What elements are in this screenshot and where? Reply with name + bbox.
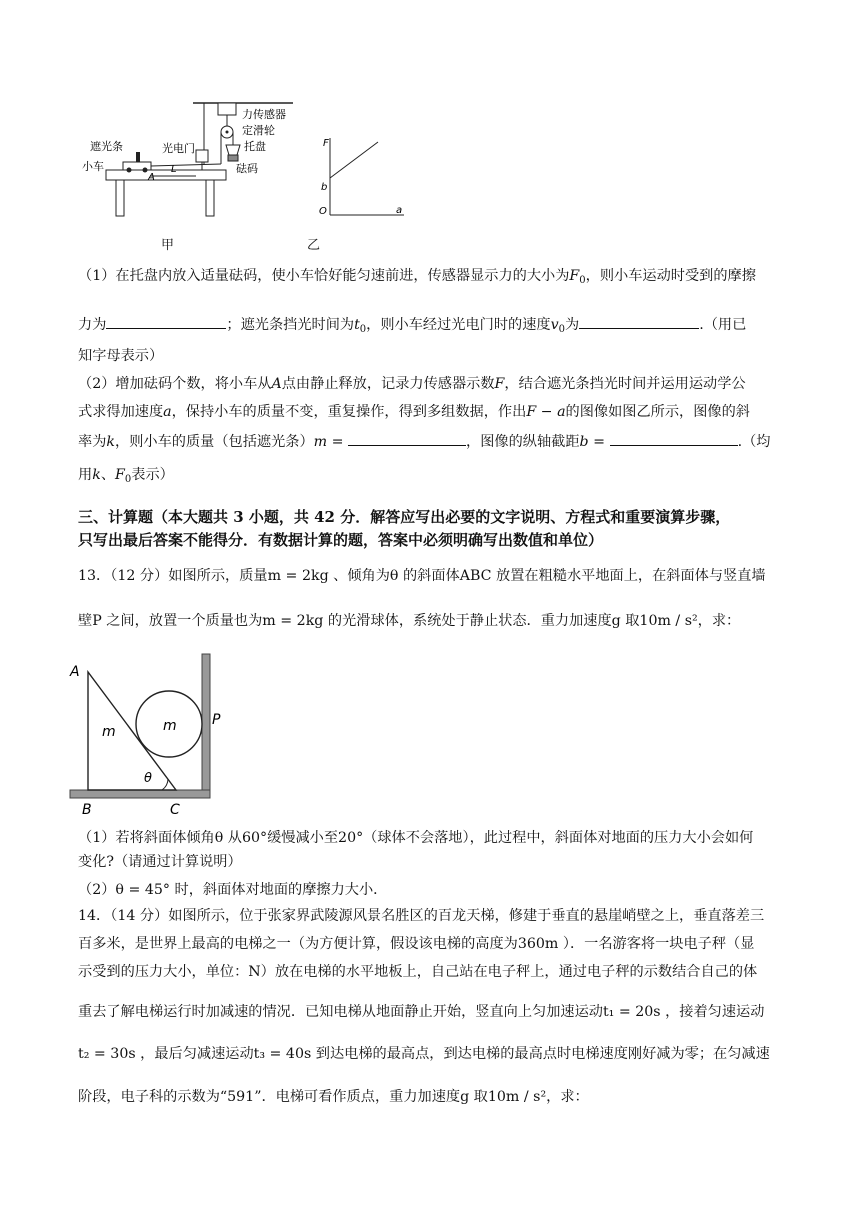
caption-right: 乙 (307, 238, 321, 253)
label-pulley: 定滑轮 (242, 124, 275, 137)
q14-line5: t₂ = 30s ，最后匀减速运动t₃ = 40s 到达电梯的最高点，到达电梯的最高点时电梯速度刚好减为零；在匀减速 (78, 1046, 770, 1062)
fig13-label-theta: θ (144, 771, 152, 786)
label-length: L (171, 164, 177, 175)
q14-line4: 重去了解电梯运行时加减速的情况．已知电梯从地面静止开始，竖直向上匀加速运动t₁ = 20s ，接着匀速运动 (78, 1004, 765, 1020)
label-tray: 托盘 (244, 140, 266, 153)
q14-line2: 百多米，是世界上最高的电梯之一（为方便计算，假设该电梯的高度为360m ）．一名游客将一块电子秤（显 (78, 936, 755, 952)
graph-origin-label: O (319, 206, 327, 217)
label-shade: 遮光条 (90, 140, 123, 153)
section3-heading-line1: 三、计算题（本大题共 3 小题，共 42 分．解答应写出必要的文字说明、方程式和重要演算步骤， (78, 508, 731, 526)
fig13-label-a: A (70, 664, 80, 680)
q12-p1-line2: 力为 ；遮光条挡光时间为$t_0$，则小车经过光电门时的速度$v_0$为 .（用已 (78, 314, 746, 340)
q14-line3: 示受到的压力大小，单位：N）放在电梯的水平地板上，自己站在电子秤上，通过电子秤的示数结合自己的体 (78, 964, 758, 980)
apparatus-figure (78, 100, 418, 250)
q12-p1-line3: 知字母表示） (78, 348, 164, 364)
label-gate: 光电门 (162, 142, 195, 155)
q13-line2: 壁P 之间，放置一个质量也为m = 2kg 的光滑球体，系统处于静止状态．重力加速度g 取10m / s²，求： (78, 613, 741, 629)
q12-p2-line2: 式求得加速度a，保持小车的质量不变，重复操作，得到多组数据，作出F − a的图像如图乙所示，图像的斜 (78, 404, 750, 420)
fig13-label-p: P (212, 712, 221, 728)
graph-y-label: F (323, 138, 329, 149)
label-sensor: 力传感器 (242, 108, 286, 121)
q12-p2-line3: 率为k，则小车的质量（包括遮光条）m = ，图像的纵轴截距b = .（均 (78, 431, 770, 452)
q13-p1-line1: （1）若将斜面体倾角θ 从60°缓慢减小至20°（球体不会落地），此过程中，斜面体对地面的压力大小会如何 (78, 830, 754, 846)
q13-p1-line2: 变化?（请通过计算说明） (78, 854, 242, 870)
fig13-label-b: B (82, 802, 92, 817)
label-weights: 砝码 (236, 162, 258, 175)
graph-intercept-label: b (321, 182, 328, 193)
q13-line1: 13．（12 分）如图所示，质量m = 2kg 、倾角为θ 的斜面体ABC 放置在粗糙水平地面上，在斜面体与竖直墙 (78, 568, 766, 584)
q14-line1: 14．（14 分）如图所示，位于张家界武陵源风景名胜区的百龙天梯，修建于垂直的悬崖峭壁之上，垂直落差三 (78, 908, 765, 924)
section3-heading-line2: 只写出最后答案不能得分．有数据计算的题，答案中必须明确写出数值和单位） (78, 531, 604, 549)
label-car: 小车 (82, 160, 104, 173)
q12-p2-line1: （2）增加砝码个数，将小车从A点由静止释放，记录力传感器示数F，结合遮光条挡光时间并运用运动学公 (78, 376, 746, 392)
q12-p1-line1: （1）在托盘内放入适量砝码，使小车恰好能匀速前进，传感器显示力的大小为$F_0$，则小车运动时受到的摩擦 (78, 268, 756, 286)
fig13-label-c: C (170, 802, 180, 817)
q12-p2-line4: 用k、$F_0$表示） (78, 467, 174, 485)
q13-p2: （2）θ = 45° 时，斜面体对地面的摩擦力大小． (78, 882, 388, 898)
fig13-label-m-wedge: m (102, 724, 116, 740)
label-point-a: A (148, 172, 155, 183)
wedge-ball-figure (66, 652, 236, 817)
q14-line6: 阶段，电子科的示数为“591”．电梯可看作质点，重力加速度g 取10m / s²，求： (78, 1089, 589, 1105)
caption-left: 甲 (161, 238, 175, 253)
fig13-label-m-ball: m (163, 718, 177, 734)
graph-x-label: a (396, 205, 403, 216)
